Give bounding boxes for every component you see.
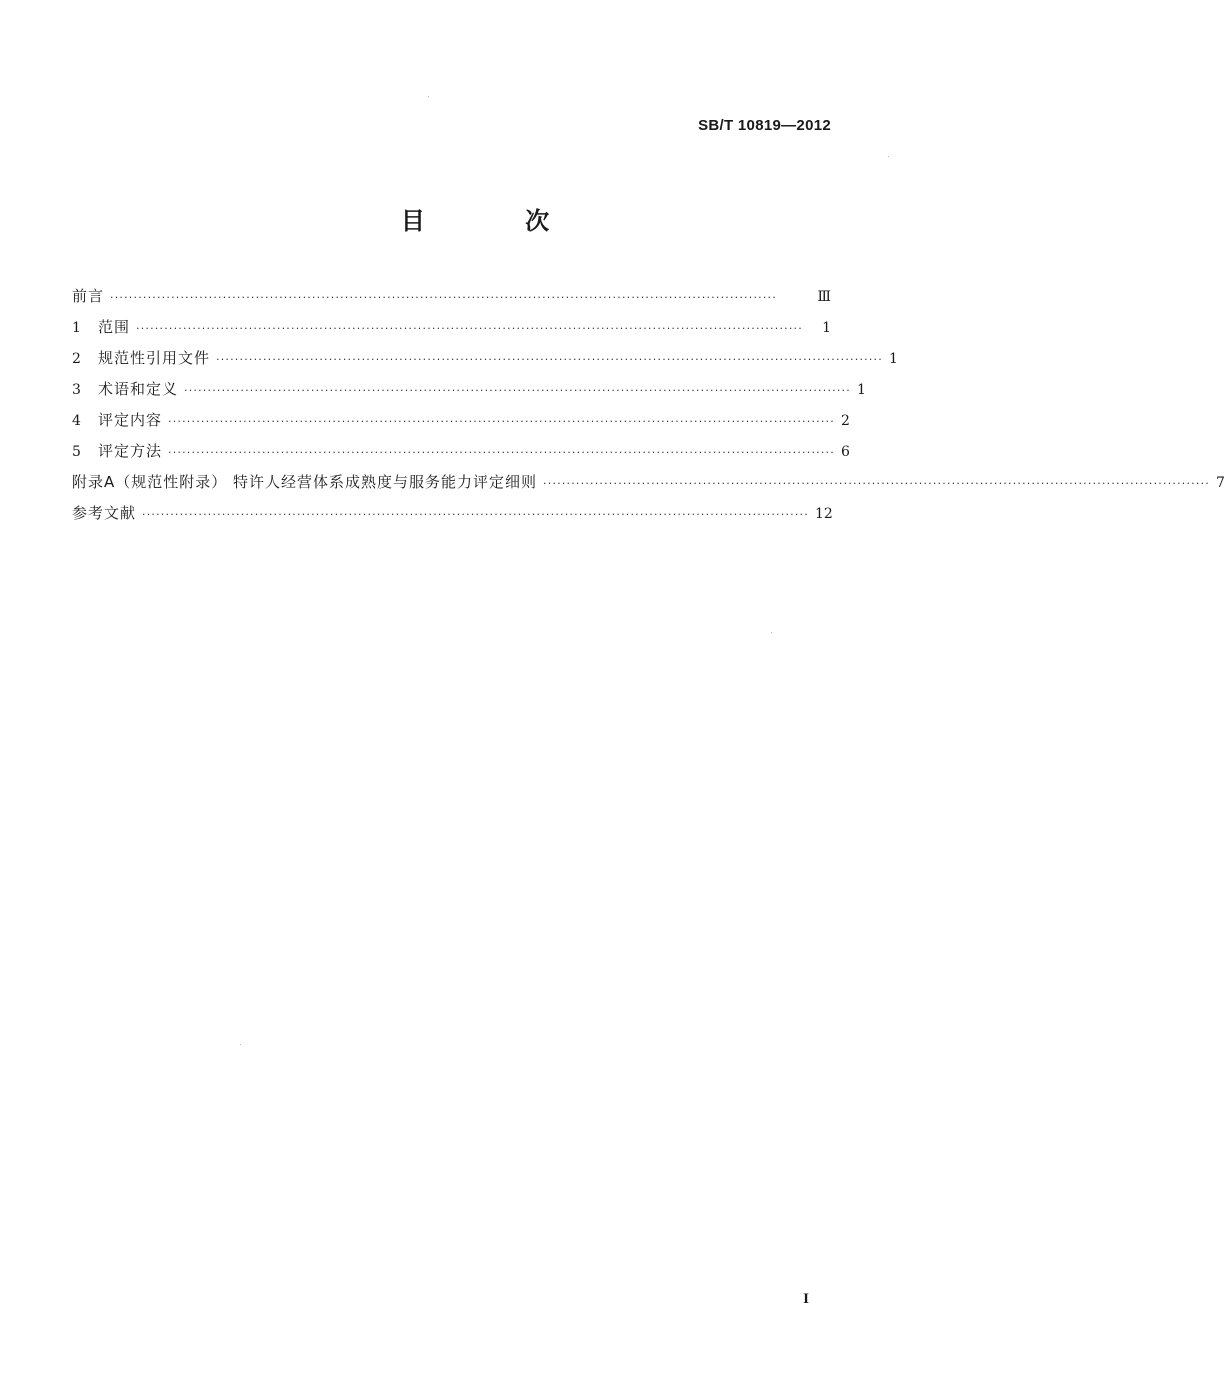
toc-entry-label: 评定内容: [98, 411, 163, 429]
toc-entry-number: 4: [72, 413, 81, 429]
toc-entry-number: 3: [72, 382, 81, 398]
toc-entry-page: 1: [856, 382, 866, 398]
toc-entry-annex-a[interactable]: [72, 471, 1225, 502]
scan-speck: [771, 632, 772, 633]
toc-entry-normative-references[interactable]: [72, 347, 898, 378]
toc-entry-page: 2: [840, 413, 850, 429]
toc-entry-foreword[interactable]: [72, 285, 831, 316]
toc-entry-label: 术语和定义: [98, 380, 179, 398]
toc-entry-page: 7: [1215, 475, 1225, 491]
page-title: 目 次: [400, 207, 596, 235]
toc-entry-page: 1: [888, 351, 898, 367]
toc-entry-label: 参考文献: [72, 504, 137, 522]
toc-entry-evaluation-content[interactable]: [72, 409, 850, 440]
toc-entry-label: 附录A（规范性附录） 特许人经营体系成熟度与服务能力评定细则: [72, 473, 538, 491]
table-of-contents: [72, 285, 1225, 533]
toc-entry-label: 规范性引用文件: [98, 349, 211, 367]
dot-leader: ··············································································································································: [136, 322, 803, 335]
dot-leader: ··············································································································································: [168, 446, 835, 459]
toc-entry-terms-definitions[interactable]: [72, 378, 866, 409]
page-number: I: [803, 1291, 809, 1307]
toc-entry-bibliography[interactable]: [72, 502, 831, 533]
toc-entry-number: 2: [72, 351, 81, 367]
dot-leader: ··············································································································································: [110, 291, 777, 304]
toc-entry-page: 6: [840, 444, 850, 460]
toc-entry-number: 5: [72, 444, 81, 460]
dot-leader: ··············································································································································: [543, 477, 1210, 490]
dot-leader: ··············································································································································: [168, 415, 835, 428]
toc-entry-evaluation-method[interactable]: [72, 440, 850, 471]
scan-speck: [428, 96, 429, 97]
dot-leader: ··············································································································································: [142, 508, 809, 521]
dot-leader: ··············································································································································: [216, 353, 883, 366]
scan-speck: [240, 1044, 241, 1045]
toc-entry-number: 1: [72, 320, 81, 336]
toc-entry-page: 12: [814, 506, 833, 522]
dot-leader: ··············································································································································: [184, 384, 851, 397]
toc-entry-label: 范围: [98, 318, 131, 336]
toc-entry-label: 评定方法: [98, 442, 163, 460]
toc-entry-scope[interactable]: [72, 316, 831, 347]
toc-entry-label: 前言: [72, 287, 105, 305]
standard-code: SB/T 10819—2012: [698, 117, 831, 134]
toc-entry-page: Ⅲ: [817, 289, 831, 305]
toc-entry-page: 1: [822, 320, 831, 336]
scan-speck: [888, 156, 889, 157]
